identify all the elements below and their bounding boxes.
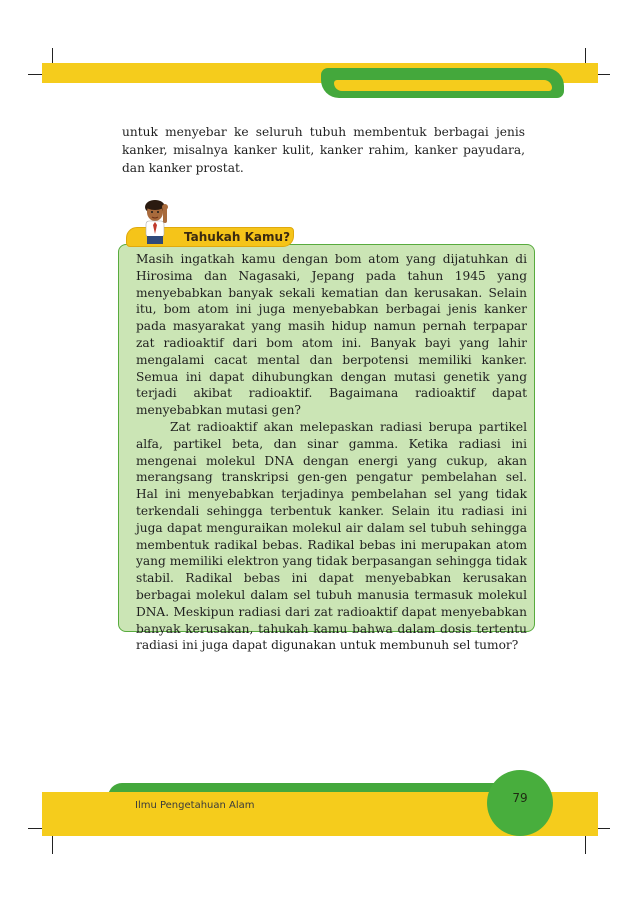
footer-subject: Ilmu Pengetahuan Alam <box>135 800 255 811</box>
info-box-text <box>136 251 527 654</box>
header-tab-inner <box>334 80 552 91</box>
info-paragraph: Masih ingatkah kamu dengan bom atom yang dijatuhkan di Hirosima dan Nagasaki, Jepang pada tahun 1945 yang menyebabkan banyak sekali kematian dan kerusakan. Selain itu, bom atom ini juga menyebabkan berbagai jenis kanker pada masyarakat yang masih hidup namun pernah terpapar zat radioaktif dari bom atom ini. Banyak bayi yang lahir mengalami cacat mental dan berpotensi memiliki kanker. Semua ini dapat dihubungkan dengan mutasi genetik yang terjadi akibat radioaktif. Bagaimana radioaktif dapat menyebabkan mutasi gen? <box>136 252 527 418</box>
info-box-label-text: Tahukah Kamu? <box>184 230 291 244</box>
page-number: 79 <box>512 791 528 805</box>
student-mascot-icon <box>136 198 178 248</box>
info-paragraph: Zat radioaktif akan melepaskan radiasi berupa partikel alfa, partikel beta, dan sinar gamma. Ketika radiasi ini mengenai molekul DNA dengan energi yang cukup, akan merangsang transkripsi gen-gen pengatur pembelahan sel. Hal ini menyebabkan terjadinya pembelahan sel yang tidak terkendali sehingga terbentuk kanker. Selain itu radiasi ini juga dapat menguraikan molekul air dalam sel tubuh sehingga membentuk radikal bebas. Radikal bebas ini merupakan atom yang memiliki elektron yang tidak berpasangan sehingga tidak stabil. Radikal bebas ini dapat menyebabkan kerusakan berbagai molekul dalam sel tubuh manusia termasuk molekul DNA. Meskipun radiasi dari zat radioaktif dapat menyebabkan banyak kerusakan, tahukah kamu bahwa dalam dosis tertentu radiasi ini juga dapat digunakan untuk membunuh sel tumor? <box>136 419 527 653</box>
intro-paragraph: untuk menyebar ke seluruh tubuh membentuk berbagai jenis kanker, misalnya kanker kulit, kanker rahim, kanker payudara, dan kanker prostat. <box>122 125 525 175</box>
